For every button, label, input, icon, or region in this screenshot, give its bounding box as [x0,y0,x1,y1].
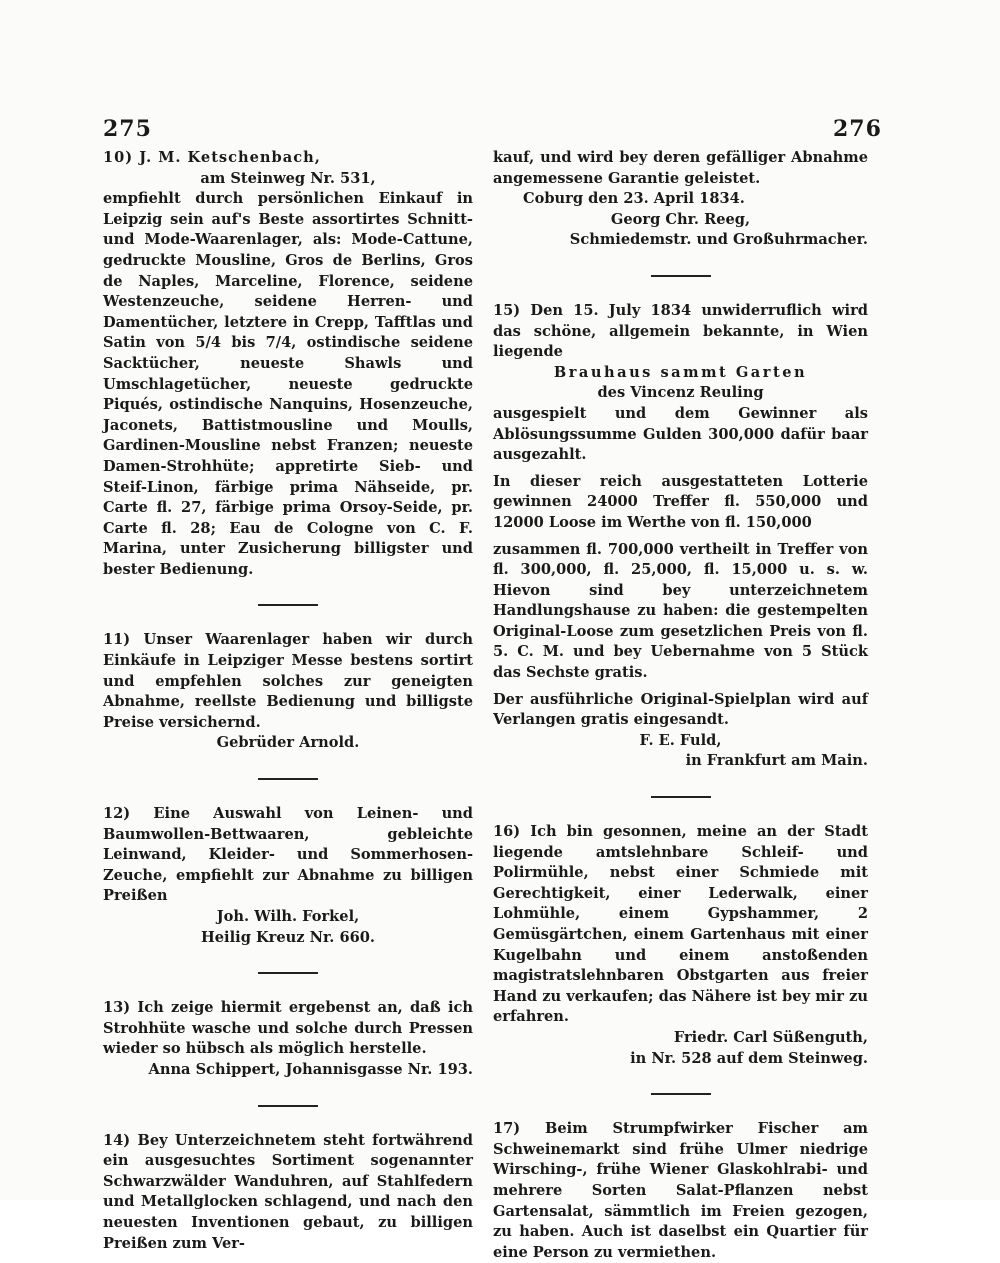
ad15-intro: 15) Den 15. July 1834 unwiderruflich wird das schöne, allgemein bekannte, in Wien liegende [493,301,868,361]
ad10-heading: 10) J. M. Ketschenbach, [103,149,321,166]
ad12-text: 12) Eine Auswahl von Leinen- und Baumwollen-Bettwaaren, gebleichte Leinwand, Kleider- und Sommerhosen-Zeuche, empfiehlt zur Abnahme zu billigen Preißen [103,805,473,905]
ad14-text-continued: kauf, und wird bey deren gefälliger Abnahme angemessene Garantie geleistet. [493,149,868,187]
ad14-text: 14) Bey Unterzeichnetem steht fortwährend ein ausgesuchtes Sortiment sogenannter Schwarzwälder Wanduhren, auf Stahlfedern und Metallglocken schlagend, und nach den neuesten Inventionen gebaut, zu billigen Preißen zum Ver- [103,1131,473,1252]
separator-rule [651,1093,711,1095]
ad16-signature-name: Friedr. Carl Süßenguth, [673,1028,868,1046]
advertisement-12 [103,804,473,948]
left-column [103,148,473,1254]
ad15-title: Brauhaus sammt Garten [553,363,808,381]
separator-rule [258,778,318,780]
ad15-paragraph-1: ausgespielt und dem Gewinner als Ablösungssumme Gulden 300,000 dafür baar ausgezahlt. [493,404,868,464]
ad14-signature-trade: Schmiedemstr. und Großuhrmacher. [569,231,868,249]
ad10-address: am Steinweg Nr. 531, [200,169,376,187]
advertisement-10 [103,148,473,580]
page-number-left: 275 [103,116,152,142]
advertisement-14-continued [493,148,868,251]
ad15-signature-place: in Frankfurt am Main. [685,752,868,770]
ad12-signature-address: Heilig Kreuz Nr. 660. [200,928,376,946]
separator-rule [651,275,711,277]
separator-rule [258,972,318,974]
ad16-text: 16) Ich bin gesonnen, meine an der Stadt liegende amtslehnbare Schleif- und Polirmühle, nebst einer Schmiede mit Gerechtigkeit, einer Lederwalk, einer Lohmühle, einem Gypshammer, 2 Gemüsgärtchen, einem Gartenhaus mit einer Kugelbahn und einem anstoßenden magistratslehnbaren Obstgarten aus freier Hand zu verkaufen; das Nähere ist bey mir zu erfahren. [493,823,868,1026]
ad10-text: empfiehlt durch persönlichen Einkauf in Leipzig sein auf's Beste assortirtes Schnitt- und Mode-Waarenlager, als: Mode-Cattune, gedruckte Mousline, Gros de Berlins, Gros de Naples, Marceline, Florence, seidene Westenzeuche, seidene Herren- und Damentücher, letztere in Crepp, Tafftlas und Satin von 5/4 bis 7/4, ostindische seidene Sacktücher, neueste Shawls und Umschlagetücher, neueste gedruckte Piqués, ostindische Nanquins, Hosenzeuche, Jaconets, Battistmousline und Moulls, Gardinen-Mousline nebst Franzen; neueste Damen-Strohhüte; appretirte Sieb- und Steif-Linon, färbige prima Nähseide, pr. Carte fl. 27, färbige prima Orsoy-Seide, pr. Carte fl. 28; Eau de Cologne von C. F. Marina, unter Zusicherung billigster und bester Bedienung. [103,190,473,578]
ad15-paragraph-2: In dieser reich ausgestatteten Lotterie gewinnen 24000 Treffer fl. 550,000 und 12000 Loose im Werthe von fl. 150,000 [493,472,868,531]
ad15-subtitle: des Vincenz Reuling [597,384,764,402]
page-number-right: 276 [833,116,882,142]
ad15-paragraph-4: Der ausführliche Original-Spielplan wird auf Verlangen gratis eingesandt. [493,690,868,729]
ad14-place-date: Coburg den 23. April 1834. [523,190,745,208]
ad16-signature-address: in Nr. 528 auf dem Steinweg. [630,1049,868,1067]
advertisement-16 [493,822,868,1069]
advertisement-17 [493,1119,868,1263]
separator-rule [258,604,318,606]
advertisement-11 [103,630,473,754]
advertisement-13 [103,998,473,1080]
advertisement-14 [103,1131,473,1255]
ad15-paragraph-3: zusammen fl. 700,000 vertheilt in Treffer von fl. 300,000, fl. 25,000, fl. 15,000 u. s. w. Hievon sind bey unterzeichnetem Handlungshause zu haben: die gestempelten Original-Loose zum gesetzlichen Preis von fl. 5. C. M. und bey Uebernahme von 5 Stück das Sechste gratis. [493,540,868,682]
right-column [493,148,868,1263]
ad15-signature-name: F. E. Fuld, [639,731,722,749]
ad13-text: 13) Ich zeige hiermit ergebenst an, daß ich Strohhüte wasche und solche durch Pressen wieder so hübsch als möglich herstelle. [103,999,473,1058]
ad13-signature: Anna Schippert, Johannisgasse Nr. 193. [148,1060,473,1078]
ad17-text: 17) Beim Strumpfwirker Fischer am Schweinemarkt sind frühe Ulmer niedrige Wirsching-, frühe Wiener Glaskohlrabi- und mehrere Sorten Salat-Pflanzen nebst Gartensalat, sämmtlich im Freien gezogen, zu haben. Auch ist daselbst ein Quartier für eine Person zu vermiethen. [493,1120,868,1261]
separator-rule [258,1105,318,1107]
separator-rule [651,796,711,798]
ad11-text: 11) Unser Waarenlager haben wir durch Einkäufe in Leipziger Messe bestens sortirt und empfehlen solches zur geneigten Abnahme, reellste Bedienung und billigste Preise versichernd. [103,631,473,731]
ad12-signature-name: Joh. Wilh. Forkel, [216,908,360,925]
advertisement-15 [493,301,868,772]
ad11-signature: Gebrüder Arnold. [216,734,360,752]
ad14-signature-name: Georg Chr. Reeg, [610,210,751,228]
